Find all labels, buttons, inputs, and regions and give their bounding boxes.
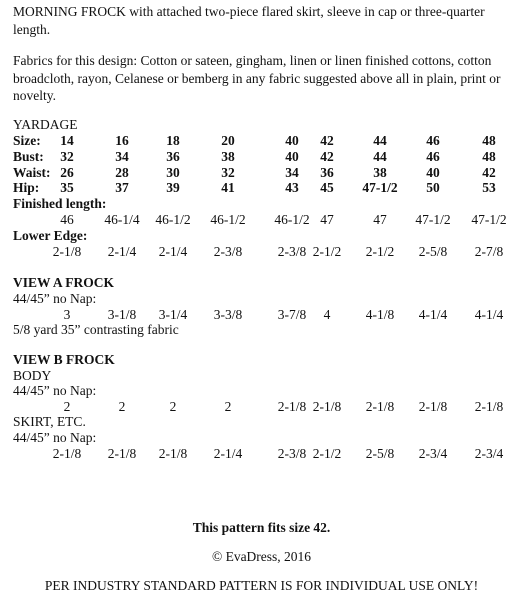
- table-cell: 44: [373, 133, 387, 148]
- table-cell: 18: [166, 133, 180, 148]
- table-cell: 2: [63, 399, 71, 414]
- table-cell: 46-1/2: [210, 212, 246, 227]
- table-cell: 2: [118, 399, 126, 414]
- table-cell: 50: [426, 180, 440, 195]
- table-cell: 32: [221, 165, 235, 180]
- pattern-description: MORNING FROCK with attached two-piece flared skirt, sleeve in cap or three-quarter length.: [13, 4, 485, 37]
- table-cell: 42: [482, 165, 496, 180]
- fabric-suggestions: Fabrics for this design: Cotton or sateen, gingham, linen or linen finished cottons, cotton broadcloth, rayon, Celanese or bemberg in any fabric suggested above all in plain, print or novelty.: [13, 53, 501, 103]
- table-cell: 32: [60, 149, 74, 164]
- table-cell: 46-1/2: [274, 212, 310, 227]
- table-cell: 2-1/4: [158, 244, 188, 259]
- table-cell: 53: [482, 180, 496, 195]
- table-cell: 2-1/4: [107, 244, 137, 259]
- table-cell: 20: [221, 133, 235, 148]
- table-cell: 2-3/4: [474, 446, 504, 461]
- size-label: Size:: [13, 133, 41, 148]
- view-b-skirt-row: [0, 446, 523, 462]
- table-cell: 2-1/4: [213, 446, 243, 461]
- table-cell: 46-1/2: [155, 212, 191, 227]
- table-cell: 2-5/8: [365, 446, 395, 461]
- table-cell: 3-3/8: [213, 307, 243, 322]
- table-cell: 2-1/8: [277, 399, 307, 414]
- table-cell: 3-1/4: [158, 307, 188, 322]
- table-cell: 4-1/4: [418, 307, 448, 322]
- table-cell: 40: [285, 133, 299, 148]
- fit-note: This pattern fits size 42.: [192, 520, 331, 535]
- table-cell: 43: [285, 180, 299, 195]
- table-cell: 4-1/4: [474, 307, 504, 322]
- table-cell: 36: [166, 149, 180, 164]
- table-cell: 42: [320, 149, 334, 164]
- table-cell: 2: [169, 399, 177, 414]
- table-cell: 48: [482, 149, 496, 164]
- hip-label: Hip:: [13, 180, 40, 195]
- table-cell: 40: [426, 165, 440, 180]
- table-cell: 46: [426, 133, 440, 148]
- table-cell: 4: [323, 307, 331, 322]
- table-cell: 2-3/8: [213, 244, 243, 259]
- table-cell: 2-3/8: [277, 446, 307, 461]
- view-a-contrast-note: 5/8 yard 35” contrasting fabric: [13, 322, 179, 337]
- table-cell: 39: [166, 180, 180, 195]
- usage-notice: PER INDUSTRY STANDARD PATTERN IS FOR INDIVIDUAL USE ONLY!: [44, 578, 479, 593]
- waist-label: Waist:: [13, 165, 51, 180]
- table-cell: 2-1/8: [158, 446, 188, 461]
- table-cell: 2-1/2: [365, 244, 395, 259]
- table-cell: 47: [373, 212, 387, 227]
- table-cell: 2-1/8: [52, 244, 82, 259]
- lower-edge-row: [0, 244, 523, 260]
- view-b-skirt-label: SKIRT, ETC.: [13, 414, 86, 429]
- view-a-fabric-label: 44/45” no Nap:: [13, 291, 97, 306]
- table-cell: 28: [115, 165, 129, 180]
- table-cell: 2: [224, 399, 232, 414]
- table-cell: 34: [285, 165, 299, 180]
- copyright: © EvaDress, 2016: [211, 549, 312, 564]
- hip-row: [0, 180, 523, 196]
- table-cell: 2-3/8: [277, 244, 307, 259]
- table-cell: 2-1/8: [418, 399, 448, 414]
- table-cell: 3-1/8: [107, 307, 137, 322]
- finished-length-row: [0, 212, 523, 228]
- table-cell: 47-1/2: [471, 212, 507, 227]
- view-b-heading: VIEW B FROCK: [13, 352, 115, 367]
- table-cell: 47-1/2: [415, 212, 451, 227]
- table-cell: 26: [60, 165, 74, 180]
- view-b-body-label: BODY: [13, 368, 52, 383]
- lower-edge-label: Lower Edge:: [13, 228, 88, 243]
- table-cell: 2-1/8: [365, 399, 395, 414]
- table-cell: 44: [373, 149, 387, 164]
- table-cell: 36: [320, 165, 334, 180]
- size-row: [0, 133, 523, 149]
- table-cell: 41: [221, 180, 235, 195]
- table-cell: 3: [63, 307, 71, 322]
- view-a-yardage-row: [0, 307, 523, 323]
- table-cell: 38: [373, 165, 387, 180]
- view-b-body-fabric-label: 44/45” no Nap:: [13, 383, 97, 398]
- view-b-skirt-fabric-label: 44/45” no Nap:: [13, 430, 97, 445]
- table-cell: 2-1/8: [52, 446, 82, 461]
- table-cell: 40: [285, 149, 299, 164]
- table-cell: 2-7/8: [474, 244, 504, 259]
- table-cell: 48: [482, 133, 496, 148]
- table-cell: 14: [60, 133, 74, 148]
- table-cell: 45: [320, 180, 334, 195]
- bust-label: Bust:: [13, 149, 44, 164]
- table-cell: 2-3/4: [418, 446, 448, 461]
- table-cell: 2-1/8: [107, 446, 137, 461]
- table-cell: 46: [60, 212, 74, 227]
- table-cell: 30: [166, 165, 180, 180]
- waist-row: [0, 165, 523, 181]
- yardage-heading: YARDAGE: [13, 117, 78, 132]
- table-cell: 47-1/2: [362, 180, 398, 195]
- table-cell: 2-1/8: [312, 399, 342, 414]
- table-cell: 42: [320, 133, 334, 148]
- table-cell: 2-1/2: [312, 446, 342, 461]
- finished-length-label: Finished length:: [13, 196, 107, 211]
- table-cell: 16: [115, 133, 129, 148]
- table-cell: 46-1/4: [104, 212, 140, 227]
- table-cell: 35: [60, 180, 74, 195]
- table-cell: 3-7/8: [277, 307, 307, 322]
- table-cell: 34: [115, 149, 129, 164]
- table-cell: 37: [115, 180, 129, 195]
- table-cell: 2-1/8: [474, 399, 504, 414]
- view-b-body-row: [0, 399, 523, 415]
- table-cell: 47: [320, 212, 334, 227]
- table-cell: 2-5/8: [418, 244, 448, 259]
- table-cell: 46: [426, 149, 440, 164]
- table-cell: 38: [221, 149, 235, 164]
- view-a-heading: VIEW A FROCK: [13, 275, 115, 290]
- table-cell: 2-1/2: [312, 244, 342, 259]
- bust-row: [0, 149, 523, 165]
- table-cell: 4-1/8: [365, 307, 395, 322]
